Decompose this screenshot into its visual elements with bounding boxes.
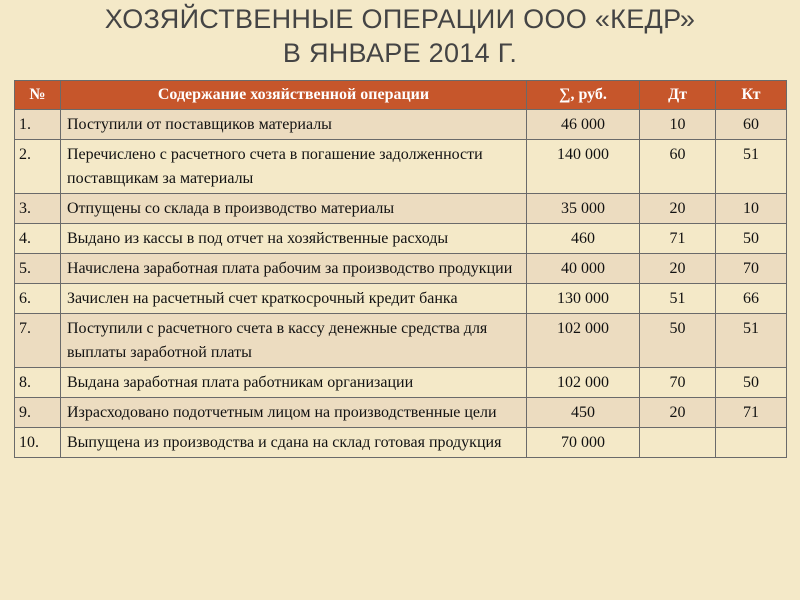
row-description: Перечислено с расчетного счета в погашение задолженности поставщикам за материалы xyxy=(61,140,527,194)
row-credit: 71 xyxy=(716,398,787,428)
row-number: 9. xyxy=(15,398,61,428)
header-description: Содержание хозяйственной операции xyxy=(61,81,527,110)
row-debit: 60 xyxy=(640,140,716,194)
row-number: 7. xyxy=(15,314,61,368)
table-row xyxy=(15,224,787,254)
title-line-2: В ЯНВАРЕ 2014 Г. xyxy=(282,38,518,68)
row-sum: 450 xyxy=(527,398,640,428)
row-number: 8. xyxy=(15,368,61,398)
row-number: 5. xyxy=(15,254,61,284)
row-credit: 66 xyxy=(716,284,787,314)
row-sum: 46 000 xyxy=(527,110,640,140)
row-description: Выдано из кассы в под отчет на хозяйственные расходы xyxy=(61,224,527,254)
row-debit: 71 xyxy=(640,224,716,254)
table-row xyxy=(15,194,787,224)
table-row xyxy=(15,284,787,314)
row-debit: 50 xyxy=(640,314,716,368)
row-sum: 35 000 xyxy=(527,194,640,224)
row-debit xyxy=(640,428,716,458)
row-credit: 60 xyxy=(716,110,787,140)
row-credit: 70 xyxy=(716,254,787,284)
row-number: 2. xyxy=(15,140,61,194)
row-number: 10. xyxy=(15,428,61,458)
row-sum: 70 000 xyxy=(527,428,640,458)
row-debit: 70 xyxy=(640,368,716,398)
row-number: 1. xyxy=(15,110,61,140)
table-row xyxy=(15,254,787,284)
table-row xyxy=(15,428,787,458)
row-description: Зачислен на расчетный счет краткосрочный кредит банка xyxy=(61,284,527,314)
page-title xyxy=(0,2,800,70)
row-debit: 51 xyxy=(640,284,716,314)
row-sum: 460 xyxy=(527,224,640,254)
header-credit: Кт xyxy=(716,81,787,110)
table-row xyxy=(15,314,787,368)
row-description: Поступили от поставщиков материалы xyxy=(61,110,527,140)
row-number: 6. xyxy=(15,284,61,314)
row-sum: 102 000 xyxy=(527,314,640,368)
row-description: Выпущена из производства и сдана на склад готовая продукция xyxy=(61,428,527,458)
operations-table xyxy=(14,80,787,458)
row-credit xyxy=(716,428,787,458)
header-sum: ∑, руб. xyxy=(527,81,640,110)
row-description: Начислена заработная плата рабочим за производство продукции xyxy=(61,254,527,284)
row-description: Выдана заработная плата работникам организации xyxy=(61,368,527,398)
row-debit: 20 xyxy=(640,254,716,284)
row-credit: 50 xyxy=(716,368,787,398)
row-number: 3. xyxy=(15,194,61,224)
table-row xyxy=(15,140,787,194)
row-credit: 51 xyxy=(716,140,787,194)
row-credit: 50 xyxy=(716,224,787,254)
table-header-row xyxy=(15,81,787,110)
row-debit: 20 xyxy=(640,194,716,224)
row-sum: 40 000 xyxy=(527,254,640,284)
row-credit: 51 xyxy=(716,314,787,368)
row-description: Отпущены со склада в производство материалы xyxy=(61,194,527,224)
row-number: 4. xyxy=(15,224,61,254)
row-description: Поступили с расчетного счета в кассу денежные средства для выплаты заработной платы xyxy=(61,314,527,368)
row-debit: 10 xyxy=(640,110,716,140)
row-debit: 20 xyxy=(640,398,716,428)
header-debit: Дт xyxy=(640,81,716,110)
row-sum: 130 000 xyxy=(527,284,640,314)
row-sum: 102 000 xyxy=(527,368,640,398)
title-line-1: ХОЗЯЙСТВЕННЫЕ ОПЕРАЦИИ ООО «КЕДР» xyxy=(104,4,696,34)
header-number: № xyxy=(15,81,61,110)
table-row xyxy=(15,110,787,140)
table-row xyxy=(15,398,787,428)
row-description: Израсходовано подотчетным лицом на производственные цели xyxy=(61,398,527,428)
table-row xyxy=(15,368,787,398)
row-credit: 10 xyxy=(716,194,787,224)
row-sum: 140 000 xyxy=(527,140,640,194)
